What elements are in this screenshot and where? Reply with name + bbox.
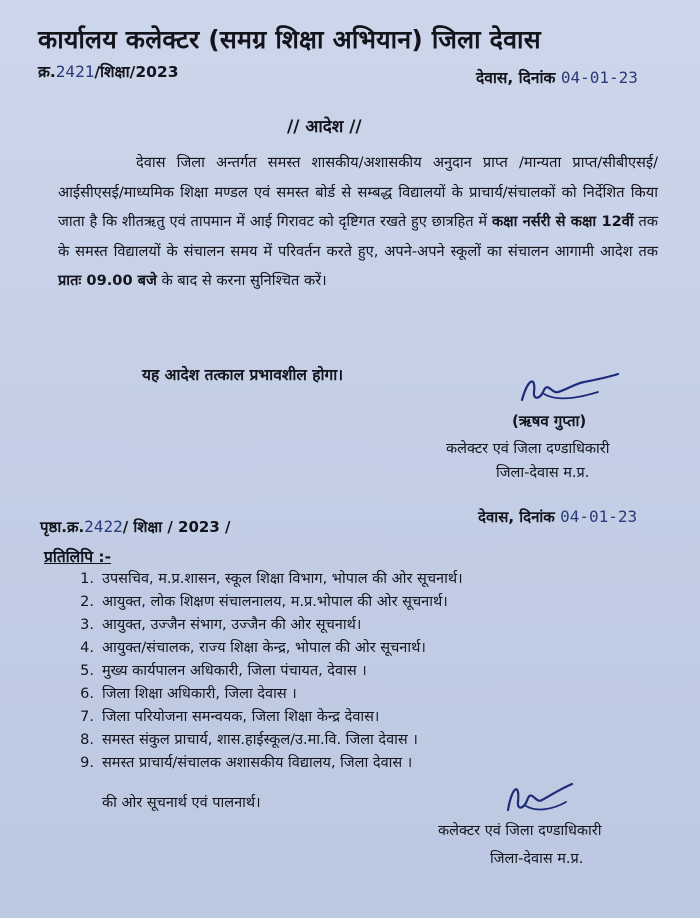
list-item: 7. जिला परियोजना समन्वयक, जिला शिक्षा केन्द्र देवास। xyxy=(80,709,380,725)
closing-line: की ओर सूचनार्थ एवं पालनार्थ। xyxy=(102,795,261,811)
list-item: 5. मुख्य कार्यपालन अधिकारी, जिला पंचायत, देवास । xyxy=(80,663,367,679)
list-item: 3. आयुक्त, उज्जैन संभाग, उज्जैन की ओर सूचनार्थ। xyxy=(80,617,362,633)
date-label: देवास, दिनांक xyxy=(476,69,556,87)
para-text-2: तक के समस्त विद्यालयों के संचालन समय में परिवर्तन करते हुए, अपने-अपने स्कूलों का संचालन आगामी आदेश तक xyxy=(58,213,658,260)
order-body-paragraph xyxy=(58,148,658,296)
office-title: कार्यालय कलेक्टर (समग्र शिक्षा अभियान) जिला देवास xyxy=(38,25,541,54)
signatory-district-2: जिला-देवास म.प्र. xyxy=(490,851,584,867)
ref-prefix: क्र. xyxy=(38,63,56,81)
signatory-name: (ऋषव गुप्ता) xyxy=(512,412,587,430)
list-item: 6. जिला शिक्षा अधिकारी, जिला देवास । xyxy=(80,686,297,702)
signatory-designation-2: कलेक्टर एवं जिला दण्डाधिकारी xyxy=(438,823,602,839)
date-value-handwritten: 04-01-23 xyxy=(560,68,638,87)
para-text-1: देवास जिला अन्तर्गत समस्त शासकीय/अशासकीय अनुदान प्राप्त /मान्यता प्राप्त/सीबीएसई/आईसीएसई/माध्यमिक शिक्षा मण्डल एवं समस्त बोर्ड से सम्बद्ध विद्यालयों के प्राचार्य/संचालकों को निर्देशित किया जाता है कि शीतऋतु एवं तापमान में आई गिरावट को दृष्टिगत रखते हुए छात्रहित में xyxy=(58,154,658,230)
list-item: 9. समस्त प्राचार्य/संचालक अशासकीय विद्यालय, जिला देवास । xyxy=(80,755,413,771)
endorsement-date-handwritten: 04-01-23 xyxy=(560,507,638,526)
list-item: 8. समस्त संकुल प्राचार्य, शास.हाईस्कूल/उ.मा.वि. जिला देवास । xyxy=(80,732,418,748)
order-heading: // आदेश // xyxy=(287,117,362,137)
signatory-designation: कलेक्टर एवं जिला दण्डाधिकारी xyxy=(446,441,610,457)
copy-heading: प्रतिलिपि :- xyxy=(44,548,112,566)
signatory-district: जिला-देवास म.प्र. xyxy=(496,465,590,481)
endorsement-ref-suffix: / शिक्षा / 2023 / xyxy=(122,518,231,536)
para-bold-classes: कक्षा नर्सरी से कक्षा 12वीं xyxy=(491,213,634,230)
endorsement-ref-prefix: पृष्ठा.क्र. xyxy=(40,518,85,536)
recipient-list xyxy=(60,568,463,775)
para-text-3: के बाद से करना सुनिश्चित करें। xyxy=(156,272,327,289)
endorsement-date xyxy=(478,507,637,527)
para-bold-time: प्रातः 09.00 बजे xyxy=(58,272,157,289)
order-date xyxy=(476,66,638,88)
list-item: 2. आयुक्त, लोक शिक्षण संचालनालय, म.प्र.भोपाल की ओर सूचनार्थ। xyxy=(80,594,448,610)
effect-line: यह आदेश तत्काल प्रभावशील होगा। xyxy=(142,366,344,384)
endorsement-reference xyxy=(40,517,231,537)
order-reference xyxy=(38,60,178,82)
endorsement-ref-number-handwritten: 2422 xyxy=(84,517,123,536)
collector-signature-2 xyxy=(500,776,580,826)
list-item: 1. उपसचिव, म.प्र.शासन, स्कूल शिक्षा विभाग, भोपाल की ओर सूचनार्थ। xyxy=(80,571,463,587)
ref-suffix: /शिक्षा/2023 xyxy=(94,63,179,81)
list-item: 4. आयुक्त/संचालक, राज्य शिक्षा केन्द्र, भोपाल की ओर सूचनार्थ। xyxy=(80,640,426,656)
endorsement-date-label: देवास, दिनांक xyxy=(478,508,555,526)
ref-number-handwritten: 2421 xyxy=(55,62,95,81)
